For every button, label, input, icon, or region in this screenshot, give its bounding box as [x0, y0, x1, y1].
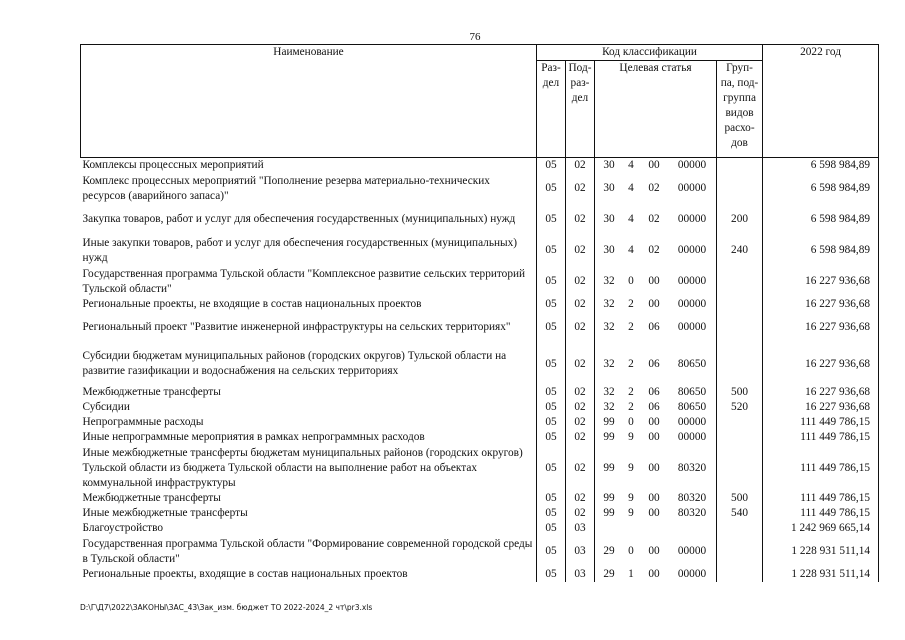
row-name: Непрограммные расходы: [82, 416, 204, 428]
row-podrazdel: 03: [566, 536, 595, 567]
row-tselevaya: [595, 204, 717, 235]
row-name: Иные межбюджетные трансферты: [82, 507, 248, 519]
row-tselevaya-cs2: 9: [628, 507, 634, 519]
row-vid-rashodov: [717, 173, 763, 204]
row-name: Комплекс процессных мероприятий "Пополнение резерва материально-технических ресурсов (аварийного запаса)": [82, 174, 490, 202]
row-tselevaya-cs4: 00000: [677, 298, 707, 310]
table-row: [81, 521, 879, 536]
table-row: [81, 312, 879, 343]
row-tselevaya-cs3: 00: [648, 507, 660, 519]
row-razdel: 05: [537, 415, 566, 430]
row-podrazdel: 02: [566, 415, 595, 430]
file-path-footer: D:\Г\Д7\2022\ЗАКОНЫ\ЗАС_43\Зак_изм. бюджет ТО 2022-2024_2 чт\pr3.xls: [80, 603, 373, 612]
header-razdel: Раз- дел: [537, 61, 566, 158]
row-razdel: 05: [537, 506, 566, 521]
row-podrazdel: 02: [566, 491, 595, 506]
row-tselevaya: [595, 385, 717, 400]
row-name: Иные закупки товаров, работ и услуг для обеспечения государственных (муниципальных) нужд: [82, 236, 518, 264]
table-row: [81, 536, 879, 567]
row-razdel: 05: [537, 385, 566, 400]
row-tselevaya-cs3: 00: [648, 545, 660, 557]
row-name: Межбюджетные трансферты: [82, 492, 221, 504]
row-razdel: 05: [537, 430, 566, 445]
row-sum: 6 598 984,89: [763, 158, 879, 174]
row-razdel: 05: [537, 400, 566, 415]
row-vid-rashodov: 200: [717, 204, 763, 235]
row-tselevaya: [595, 567, 717, 582]
row-razdel: 05: [537, 204, 566, 235]
row-vid-rashodov: 240: [717, 235, 763, 266]
row-name: Государственная программа Тульской области "Комплексное развитие сельских территорий Тульской области": [82, 267, 526, 295]
row-razdel: 05: [537, 521, 566, 536]
row-sum: 111 449 786,15: [763, 445, 879, 491]
row-tselevaya: [595, 235, 717, 266]
row-podrazdel: 02: [566, 506, 595, 521]
row-razdel: 05: [537, 312, 566, 343]
row-tselevaya-cs2: 9: [628, 461, 634, 474]
row-tselevaya-cs3: 00: [648, 431, 660, 443]
row-podrazdel: 02: [566, 297, 595, 312]
row-vid-rashodov: [717, 430, 763, 445]
row-tselevaya-cs4: 00000: [677, 275, 707, 287]
row-vid-rashodov: [717, 445, 763, 491]
row-name: Иные непрограммные мероприятия в рамках непрограммных расходов: [82, 431, 425, 443]
row-vid-rashodov: [717, 158, 763, 174]
row-sum: 111 449 786,15: [763, 491, 879, 506]
row-tselevaya-cs3: 06: [648, 321, 660, 333]
row-tselevaya-cs1: 99: [603, 416, 615, 428]
row-podrazdel: 02: [566, 385, 595, 400]
row-razdel: 05: [537, 158, 566, 174]
header-code: Код классификации: [537, 45, 763, 61]
header-tselevaya: Целевая статья: [595, 61, 717, 158]
row-tselevaya: [595, 173, 717, 204]
row-tselevaya-cs1: 30: [603, 244, 615, 256]
row-name: Межбюджетные трансферты: [82, 386, 221, 398]
page-number: 76: [469, 31, 481, 43]
row-tselevaya-cs3: 06: [648, 386, 660, 398]
row-tselevaya-cs2: 4: [628, 244, 634, 256]
row-tselevaya: [595, 506, 717, 521]
row-tselevaya-cs2: 2: [628, 386, 634, 398]
row-vid-rashodov: [717, 266, 763, 297]
row-podrazdel: 02: [566, 312, 595, 343]
table-row: [81, 491, 879, 506]
row-tselevaya-cs4: 00000: [677, 182, 707, 194]
row-name: Региональный проект "Развитие инженерной инфраструктуры на сельских территориях": [82, 321, 511, 333]
row-tselevaya-cs1: 29: [603, 568, 615, 580]
row-tselevaya: [595, 521, 717, 536]
row-name: Комплексы процессных мероприятий: [81, 158, 537, 174]
table-row: [81, 235, 879, 266]
row-sum: 1 242 969 665,14: [763, 521, 879, 536]
table-header: [81, 45, 879, 158]
row-podrazdel: 02: [566, 158, 595, 174]
row-podrazdel: 03: [566, 567, 595, 582]
row-tselevaya-cs3: 02: [648, 182, 660, 194]
table-row: [81, 400, 879, 415]
row-tselevaya-cs1: 30: [603, 159, 615, 171]
row-vid-rashodov: 540: [717, 506, 763, 521]
row-tselevaya-cs4: 00000: [677, 431, 707, 443]
row-tselevaya-cs1: 29: [603, 545, 615, 557]
row-tselevaya-cs3: 02: [648, 244, 660, 256]
row-tselevaya-cs2: 4: [628, 159, 634, 171]
row-tselevaya-cs1: 99: [603, 461, 615, 474]
row-razdel: 05: [537, 343, 566, 385]
header-podrazdel: Под- раз- дел: [566, 61, 595, 158]
table-row: [81, 297, 879, 312]
row-sum: 111 449 786,15: [763, 430, 879, 445]
row-razdel: 05: [537, 173, 566, 204]
row-tselevaya-cs1: 32: [603, 386, 615, 398]
row-vid-rashodov: [717, 521, 763, 536]
row-tselevaya-cs1: 99: [603, 431, 615, 443]
row-name: Региональные проекты, не входящие в состав национальных проектов: [82, 298, 422, 310]
row-tselevaya-cs1: 30: [603, 213, 615, 225]
row-podrazdel: 02: [566, 343, 595, 385]
row-tselevaya-cs1: 32: [603, 321, 615, 333]
row-tselevaya-cs2: 0: [628, 545, 634, 557]
table-row: [81, 415, 879, 430]
row-tselevaya-cs3: 00: [648, 492, 660, 504]
row-tselevaya-cs1: 99: [603, 492, 615, 504]
row-tselevaya-cs1: 30: [603, 182, 615, 194]
header-name: Наименование: [81, 45, 537, 158]
table-row: [81, 266, 879, 297]
row-razdel: 05: [537, 491, 566, 506]
row-tselevaya-cs3: 02: [648, 213, 660, 225]
row-tselevaya-cs2: 0: [628, 275, 634, 287]
row-tselevaya-cs4: 80650: [677, 401, 707, 413]
row-tselevaya-cs2: 9: [628, 431, 634, 443]
row-razdel: 05: [537, 567, 566, 582]
row-podrazdel: 02: [566, 204, 595, 235]
row-tselevaya-cs2: 2: [628, 298, 634, 310]
row-tselevaya-cs2: 2: [628, 357, 634, 370]
row-tselevaya-cs3: 06: [648, 357, 660, 370]
row-name: Благоустройство: [82, 522, 163, 534]
row-vid-rashodov: [717, 343, 763, 385]
row-sum: 16 227 936,68: [763, 297, 879, 312]
row-podrazdel: 02: [566, 445, 595, 491]
row-tselevaya: [595, 415, 717, 430]
row-tselevaya-cs4: 00000: [677, 213, 707, 225]
table-row: [81, 430, 879, 445]
table-row: [81, 567, 879, 582]
row-sum: 6 598 984,89: [763, 235, 879, 266]
row-tselevaya: [595, 343, 717, 385]
row-podrazdel: 02: [566, 430, 595, 445]
row-tselevaya: [595, 430, 717, 445]
row-tselevaya-cs3: 00: [648, 159, 660, 171]
row-tselevaya: [595, 266, 717, 297]
row-vid-rashodov: [717, 297, 763, 312]
row-sum: 16 227 936,68: [763, 266, 879, 297]
row-tselevaya-cs3: 00: [648, 298, 660, 310]
row-tselevaya: [595, 297, 717, 312]
header-gruppa: Груп- па, под- группа видов расхо- дов: [717, 61, 763, 158]
row-tselevaya-cs4: 80650: [677, 386, 707, 398]
row-razdel: 05: [537, 297, 566, 312]
row-vid-rashodov: [717, 415, 763, 430]
row-vid-rashodov: 500: [717, 385, 763, 400]
header-year: 2022 год: [763, 45, 879, 158]
row-name: Иные межбюджетные трансферты бюджетам муниципальных районов (городских округов) Тульской области из бюджета Тульской области на выполнение работ на объектах коммунальной инфраструктуры: [82, 446, 523, 489]
row-name: Региональные проекты, входящие в состав национальных проектов: [82, 568, 408, 580]
row-tselevaya-cs3: 06: [648, 401, 660, 413]
row-podrazdel: 03: [566, 521, 595, 536]
row-sum: 6 598 984,89: [763, 204, 879, 235]
row-razdel: 05: [537, 235, 566, 266]
row-tselevaya-cs4: 80320: [677, 507, 707, 519]
row-sum: 16 227 936,68: [763, 400, 879, 415]
row-name: Субсидии бюджетам муниципальных районов (городских округов) Тульской области на развитие газификации и водоснабжения на сельских территориях: [82, 350, 507, 377]
row-razdel: 05: [537, 445, 566, 491]
row-tselevaya: [595, 491, 717, 506]
row-tselevaya: [595, 445, 717, 491]
table-row: [81, 343, 879, 385]
row-podrazdel: 02: [566, 173, 595, 204]
table-body: [81, 158, 879, 583]
row-vid-rashodov: [717, 312, 763, 343]
row-tselevaya-cs4: 00000: [677, 568, 707, 580]
row-tselevaya-cs2: 4: [628, 213, 634, 225]
table-row: [81, 204, 879, 235]
row-tselevaya-cs4: 00000: [677, 159, 707, 171]
row-razdel: 05: [537, 266, 566, 297]
row-tselevaya-cs1: 99: [603, 507, 615, 519]
row-tselevaya: [595, 158, 717, 174]
row-tselevaya-cs1: 32: [603, 357, 615, 370]
row-sum: 16 227 936,68: [763, 385, 879, 400]
row-tselevaya-cs2: 4: [628, 182, 634, 194]
row-tselevaya-cs2: 1: [628, 568, 634, 580]
budget-table: [80, 44, 879, 582]
row-tselevaya-cs4: 80320: [677, 461, 707, 474]
row-tselevaya-cs4: 80650: [677, 357, 707, 370]
row-tselevaya-cs2: 2: [628, 401, 634, 413]
row-tselevaya-cs4: 00000: [677, 321, 707, 333]
row-tselevaya-cs4: 00000: [677, 244, 707, 256]
row-podrazdel: 02: [566, 266, 595, 297]
row-sum: 6 598 984,89: [763, 173, 879, 204]
row-vid-rashodov: [717, 567, 763, 582]
row-vid-rashodov: 520: [717, 400, 763, 415]
table-row: [81, 158, 879, 174]
row-name: Закупка товаров, работ и услуг для обеспечения государственных (муниципальных) нужд: [82, 213, 516, 225]
row-sum: 111 449 786,15: [763, 415, 879, 430]
row-tselevaya-cs2: 0: [628, 416, 634, 428]
row-tselevaya-cs3: 00: [648, 416, 660, 428]
row-tselevaya: [595, 400, 717, 415]
row-name: Государственная программа Тульской области "Формирование современной городской среды в Тульской области": [82, 537, 533, 565]
row-tselevaya-cs1: 32: [603, 401, 615, 413]
row-tselevaya-cs1: 32: [603, 275, 615, 287]
row-vid-rashodov: 500: [717, 491, 763, 506]
row-tselevaya-cs2: 9: [628, 492, 634, 504]
row-sum: 1 228 931 511,14: [763, 536, 879, 567]
row-tselevaya-cs2: 2: [628, 321, 634, 333]
table-row: [81, 173, 879, 204]
row-tselevaya-cs1: 32: [603, 298, 615, 310]
row-sum: 16 227 936,68: [763, 343, 879, 385]
row-tselevaya: [595, 536, 717, 567]
row-vid-rashodov: [717, 536, 763, 567]
table-row: [81, 445, 879, 491]
row-sum: 1 228 931 511,14: [763, 567, 879, 582]
row-tselevaya-cs4: 00000: [677, 545, 707, 557]
row-podrazdel: 02: [566, 235, 595, 266]
row-name: Субсидии: [82, 401, 130, 413]
row-tselevaya-cs4: 00000: [677, 416, 707, 428]
row-tselevaya-cs3: 00: [648, 568, 660, 580]
row-tselevaya-cs3: 00: [648, 461, 660, 474]
table-row: [81, 506, 879, 521]
row-tselevaya-cs3: 00: [648, 275, 660, 287]
table-row: [81, 385, 879, 400]
row-podrazdel: 02: [566, 400, 595, 415]
row-tselevaya: [595, 312, 717, 343]
row-tselevaya-cs4: 80320: [677, 492, 707, 504]
row-razdel: 05: [537, 536, 566, 567]
row-sum: 111 449 786,15: [763, 506, 879, 521]
row-sum: 16 227 936,68: [763, 312, 879, 343]
